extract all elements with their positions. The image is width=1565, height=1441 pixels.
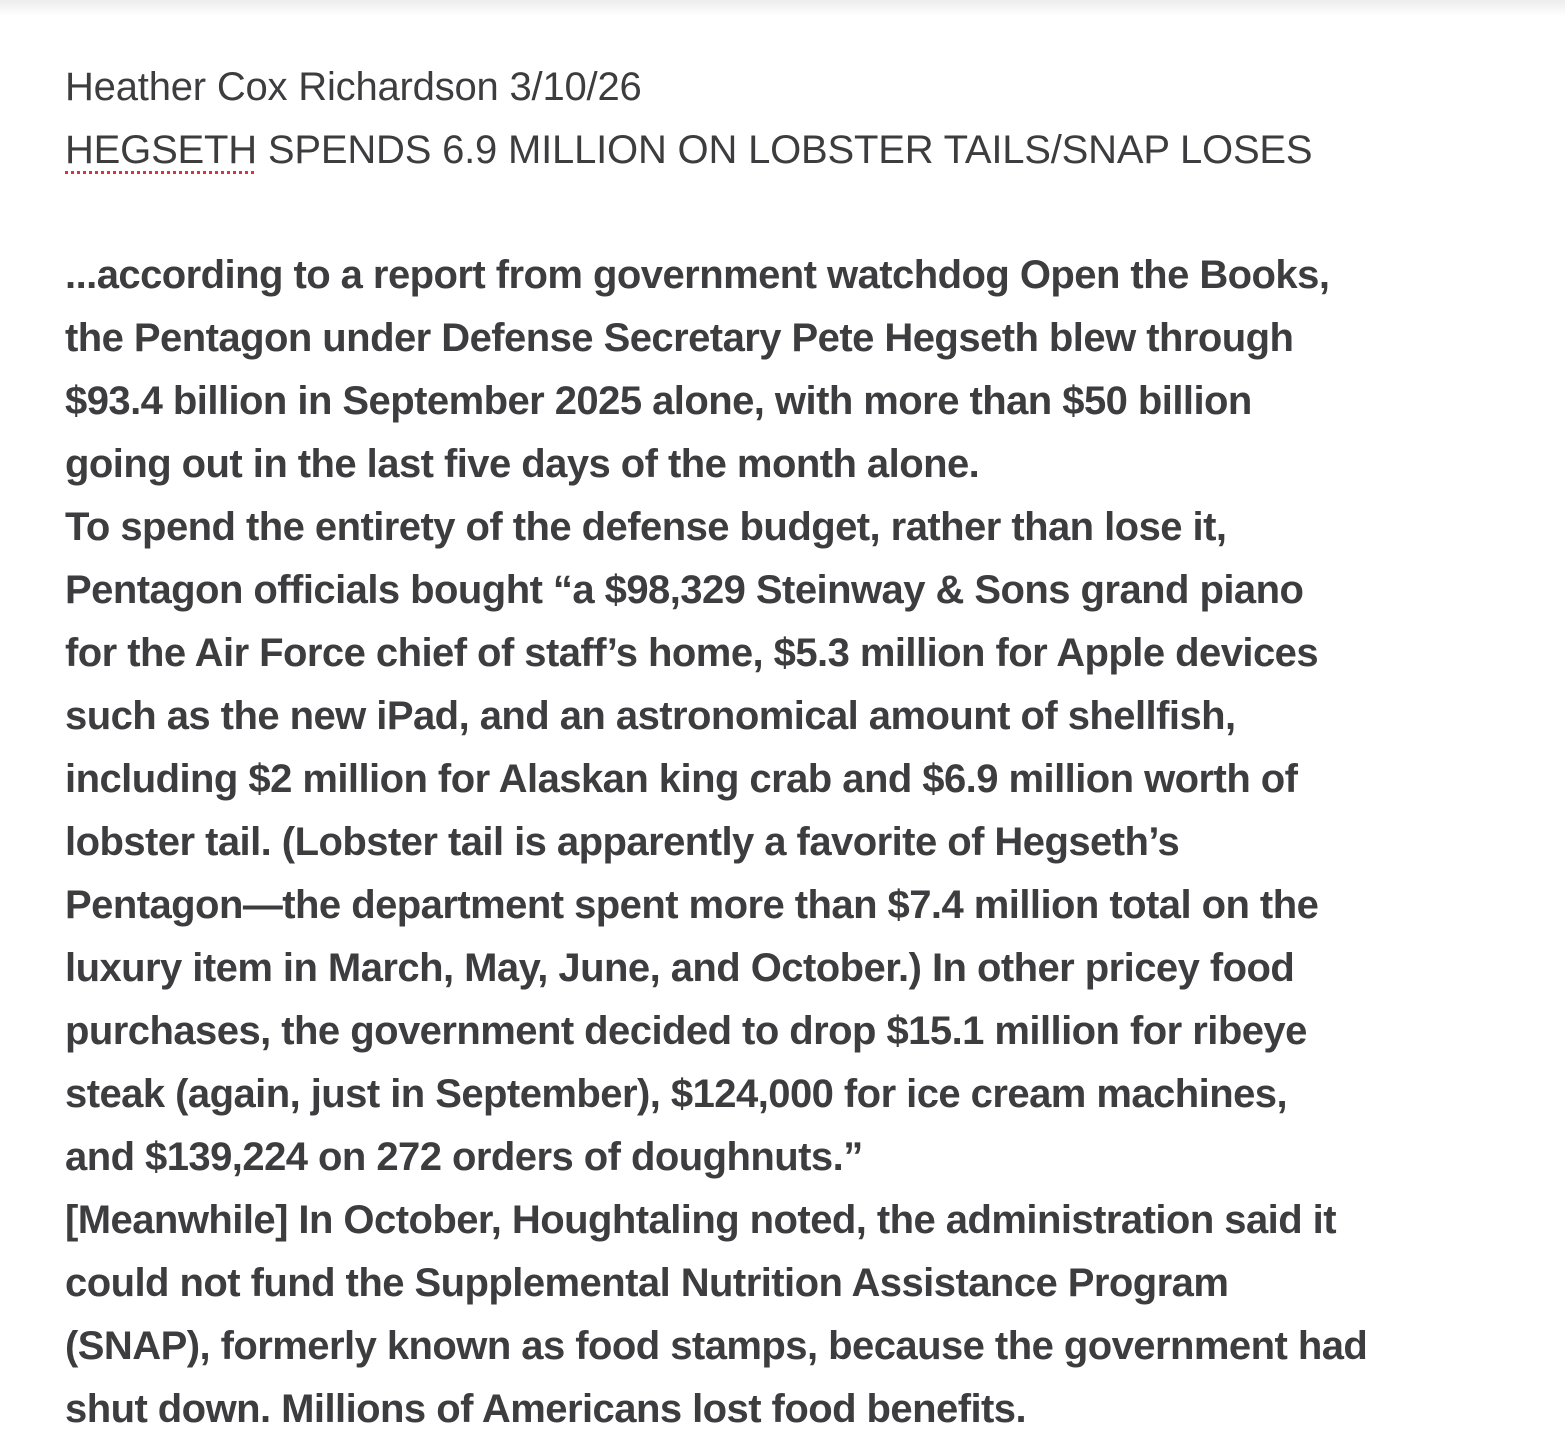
text-line: (SNAP), formerly known as food stamps, because the government had	[65, 1324, 1368, 1368]
text-line: $93.4 billion in September 2025 alone, with more than $50 billion	[65, 379, 1252, 423]
text-line: going out in the last five days of the month alone.	[65, 442, 980, 486]
text-line: Pentagon officials bought “a $98,329 Steinway & Sons grand piano	[65, 568, 1304, 612]
text-line: shut down. Millions of Americans lost food benefits.	[65, 1387, 1027, 1431]
text-line: To spend the entirety of the defense budget, rather than lose it,	[65, 505, 1227, 549]
paragraph-spending-total	[65, 244, 1555, 496]
text-line: and $139,224 on 272 orders of doughnuts.”	[65, 1135, 863, 1179]
text-line: purchases, the government decided to drop $15.1 million for ribeye	[65, 1009, 1307, 1053]
text-line: ...according to a report from government watchdog Open the Books,	[65, 253, 1330, 297]
paragraph-snap	[65, 1189, 1555, 1441]
headline	[65, 119, 1555, 182]
text-line: could not fund the Supplemental Nutrition Assistance Program	[65, 1261, 1229, 1305]
text-line: luxury item in March, May, June, and October.) In other pricey food	[65, 946, 1295, 990]
paragraph-purchases	[65, 496, 1555, 1189]
text-line: such as the new iPad, and an astronomical amount of shellfish,	[65, 694, 1236, 738]
blank-line	[65, 182, 1555, 244]
headline-rest: SPENDS 6.9 MILLION ON LOBSTER TAILS/SNAP LOSES	[256, 128, 1313, 172]
note-body[interactable]	[65, 56, 1555, 1441]
text-line: including $2 million for Alaskan king crab and $6.9 million worth of	[65, 757, 1298, 801]
spellcheck-flagged-word[interactable]: HEGSETH	[65, 128, 257, 172]
text-line: for the Air Force chief of staff’s home, $5.3 million for Apple devices	[65, 631, 1319, 675]
text-line: [Meanwhile] In October, Houghtaling noted, the administration said it	[65, 1198, 1336, 1242]
text-line: steak (again, just in September), $124,000 for ice cream machines,	[65, 1072, 1288, 1116]
author-date-line: Heather Cox Richardson 3/10/26	[65, 65, 642, 109]
text-line: the Pentagon under Defense Secretary Pete Hegseth blew through	[65, 316, 1294, 360]
text-line: lobster tail. (Lobster tail is apparently a favorite of Hegseth’s	[65, 820, 1180, 864]
top-edge-shadow	[0, 0, 1565, 16]
text-line: Pentagon—the department spent more than $7.4 million total on the	[65, 883, 1319, 927]
